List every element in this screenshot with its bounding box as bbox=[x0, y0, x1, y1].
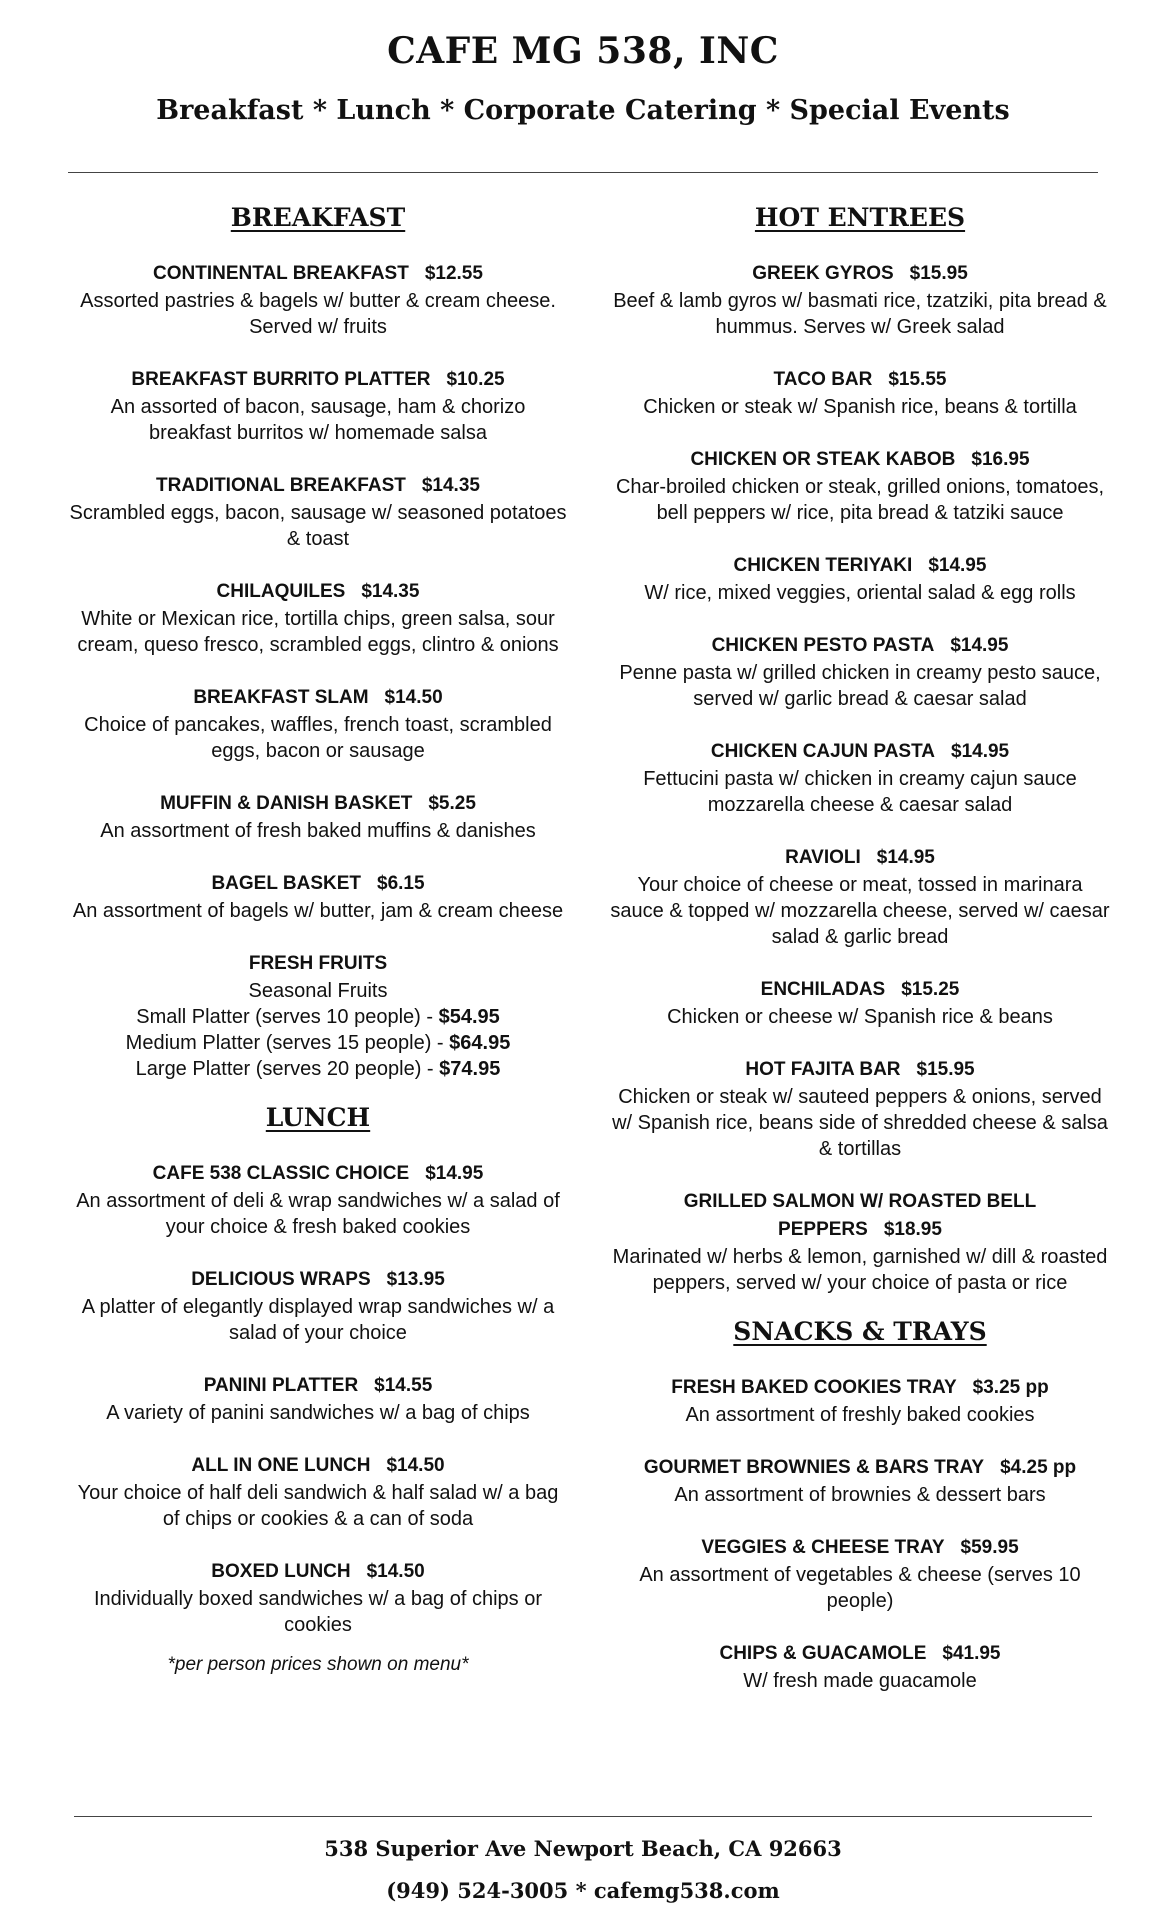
menu-item bbox=[610, 366, 1110, 420]
size-price: $64.95 bbox=[449, 1032, 511, 1054]
footer-address: 538 Superior Ave Newport Beach, CA 92663 bbox=[324, 1836, 842, 1861]
menu-item bbox=[68, 870, 568, 924]
item-description: Fettucini pasta w/ chicken in creamy cajun sauce mozzarella cheese & caesar salad bbox=[643, 768, 1077, 816]
menu-item-fruits bbox=[68, 950, 568, 1082]
menu-item bbox=[68, 578, 568, 658]
item-description: An assortment of vegetables & cheese (serves 10 people) bbox=[639, 1564, 1081, 1612]
item-name: CAFE 538 CLASSIC CHOICE bbox=[152, 1163, 410, 1184]
item-price: $14.95 bbox=[425, 1163, 484, 1184]
menu-item bbox=[68, 1160, 568, 1240]
item-name: HOT FAJITA BAR bbox=[745, 1059, 901, 1080]
item-price: $13.95 bbox=[386, 1269, 445, 1290]
item-price: $14.95 bbox=[951, 741, 1010, 762]
menu-item bbox=[610, 632, 1110, 712]
item-description: Individually boxed sandwiches w/ a bag of chips or cookies bbox=[93, 1588, 543, 1636]
item-description: An assortment of freshly baked cookies bbox=[685, 1404, 1035, 1426]
page-title: CAFE MG 538, INC bbox=[387, 30, 779, 72]
menu-item bbox=[610, 446, 1110, 526]
item-price: $14.55 bbox=[374, 1375, 433, 1396]
item-price: $3.25 pp bbox=[972, 1377, 1049, 1398]
item-name: CHICKEN CAJUN PASTA bbox=[710, 741, 935, 762]
item-price: $14.50 bbox=[384, 687, 443, 708]
item-description: A platter of elegantly displayed wrap sandwiches w/ a salad of your choice bbox=[81, 1296, 555, 1344]
menu-item bbox=[610, 844, 1110, 950]
item-price: $14.50 bbox=[386, 1455, 445, 1476]
item-name: GOURMET BROWNIES & BARS TRAY bbox=[643, 1457, 985, 1478]
item-description: Your choice of half deli sandwich & half salad w/ a bag of chips or cookies & a can of soda bbox=[77, 1482, 559, 1530]
item-price: $16.95 bbox=[971, 449, 1030, 470]
size-option: Large Platter (serves 20 people) - $74.95 bbox=[135, 1058, 501, 1080]
menu-item bbox=[610, 738, 1110, 818]
menu-item bbox=[610, 1534, 1110, 1614]
section-title-snacks: SNACKS & TRAYS bbox=[733, 1317, 987, 1346]
item-price: $10.25 bbox=[446, 369, 505, 390]
item-name: BREAKFAST BURRITO PLATTER bbox=[131, 369, 431, 390]
menu-item bbox=[68, 260, 568, 340]
size-option: Medium Platter (serves 15 people) - $64.95 bbox=[125, 1032, 511, 1054]
item-description: Chicken or steak w/ sauteed peppers & onions, served w/ Spanish rice, beans side of shredded cheese & salsa & tortillas bbox=[612, 1086, 1108, 1160]
menu-item bbox=[610, 976, 1110, 1030]
item-description: Your choice of cheese or meat, tossed in marinara sauce & topped w/ mozzarella cheese, served w/ caesar salad & garlic bread bbox=[610, 874, 1110, 948]
item-price: $14.95 bbox=[950, 635, 1009, 656]
item-description: White or Mexican rice, tortilla chips, green salsa, sour cream, queso fresco, scrambled eggs, clintro & onions bbox=[77, 608, 559, 656]
size-price: $54.95 bbox=[438, 1006, 500, 1028]
item-description: Scrambled eggs, bacon, sausage w/ seasoned potatoes & toast bbox=[69, 502, 567, 550]
menu-item bbox=[68, 790, 568, 844]
item-name: CHICKEN PESTO PASTA bbox=[711, 635, 935, 656]
menu-item bbox=[68, 366, 568, 446]
item-description: Penne pasta w/ grilled chicken in creamy pesto sauce, served w/ garlic bread & caesar salad bbox=[619, 662, 1101, 710]
item-description: W/ rice, mixed veggies, oriental salad & egg rolls bbox=[644, 582, 1076, 604]
item-name: CHILAQUILES bbox=[216, 581, 346, 602]
menu-item bbox=[610, 1640, 1110, 1694]
item-name: BOXED LUNCH bbox=[211, 1561, 351, 1582]
menu-item bbox=[610, 1374, 1110, 1428]
menu-item bbox=[610, 1056, 1110, 1162]
item-price: $6.15 bbox=[377, 873, 425, 894]
footer-contact: (949) 524-3005 * cafemg538.com bbox=[386, 1878, 780, 1903]
item-name: RAVIOLI bbox=[785, 847, 861, 868]
menu-item bbox=[68, 684, 568, 764]
item-name: ENCHILADAS bbox=[760, 979, 886, 1000]
item-price: $14.35 bbox=[421, 475, 480, 496]
item-description: W/ fresh made guacamole bbox=[743, 1670, 977, 1692]
item-price: $14.95 bbox=[928, 555, 987, 576]
item-name: GREEK GYROS bbox=[752, 263, 894, 284]
item-price: $14.50 bbox=[366, 1561, 425, 1582]
menu-item bbox=[68, 1558, 568, 1638]
item-description: An assorted of bacon, sausage, ham & chorizo breakfast burritos w/ homemade salsa bbox=[110, 396, 526, 444]
left-column bbox=[68, 200, 568, 1678]
item-price: $18.95 bbox=[883, 1219, 942, 1240]
item-name: MUFFIN & DANISH BASKET bbox=[160, 793, 413, 814]
item-name: FRESH BAKED COOKIES TRAY bbox=[671, 1377, 957, 1398]
item-description: Chicken or steak w/ Spanish rice, beans & tortilla bbox=[643, 396, 1077, 418]
section-title-hot-entrees: HOT ENTREES bbox=[754, 203, 966, 232]
item-price: $14.95 bbox=[876, 847, 935, 868]
section-title-lunch: LUNCH bbox=[265, 1103, 371, 1132]
item-name: CONTINENTAL BREAKFAST bbox=[153, 263, 409, 284]
menu-item bbox=[68, 1266, 568, 1346]
item-name: FRESH FRUITS bbox=[248, 953, 388, 974]
price-note: *per person prices shown on menu* bbox=[167, 1654, 469, 1675]
item-name: ALL IN ONE LUNCH bbox=[191, 1455, 371, 1476]
item-price: $12.55 bbox=[424, 263, 483, 284]
item-description: An assortment of brownies & dessert bars bbox=[674, 1484, 1046, 1506]
item-price: $4.25 pp bbox=[1000, 1457, 1077, 1478]
item-description: Assorted pastries & bagels w/ butter & cream cheese. Served w/ fruits bbox=[80, 290, 556, 338]
item-name: CHICKEN OR STEAK KABOB bbox=[690, 449, 956, 470]
item-price: $15.95 bbox=[909, 263, 968, 284]
menu-item bbox=[68, 472, 568, 552]
section-title-breakfast: BREAKFAST bbox=[230, 203, 406, 232]
page-subtitle: Breakfast * Lunch * Corporate Catering * Special Events bbox=[156, 95, 1010, 126]
item-name: PANINI PLATTER bbox=[203, 1375, 359, 1396]
item-price: $15.25 bbox=[901, 979, 960, 1000]
item-description: Seasonal Fruits bbox=[248, 980, 388, 1002]
item-price: $5.25 bbox=[428, 793, 476, 814]
header-divider bbox=[68, 172, 1098, 173]
menu-item bbox=[68, 1372, 568, 1426]
item-description: A variety of panini sandwiches w/ a bag of chips bbox=[106, 1402, 530, 1424]
item-description: Marinated w/ herbs & lemon, garnished w/ dill & roasted peppers, served w/ your choice of pasta or rice bbox=[612, 1246, 1108, 1294]
right-column bbox=[610, 200, 1110, 1720]
item-price: $59.95 bbox=[960, 1537, 1019, 1558]
item-name: GRILLED SALMON W/ ROASTED BELL PEPPERS bbox=[683, 1191, 1037, 1240]
size-option: Small Platter (serves 10 people) - $54.95 bbox=[136, 1006, 500, 1028]
menu-item bbox=[610, 260, 1110, 340]
menu-item bbox=[610, 1188, 1110, 1296]
item-description: An assortment of deli & wrap sandwiches w/ a salad of your choice & fresh baked cookies bbox=[76, 1190, 560, 1238]
item-name: TRADITIONAL BREAKFAST bbox=[156, 475, 406, 496]
item-name: TACO BAR bbox=[773, 369, 873, 390]
item-description: Chicken or cheese w/ Spanish rice & beans bbox=[667, 1006, 1053, 1028]
item-name: DELICIOUS WRAPS bbox=[191, 1269, 371, 1290]
menu-item bbox=[610, 1454, 1110, 1508]
item-name: CHIPS & GUACAMOLE bbox=[719, 1643, 927, 1664]
item-name: BAGEL BASKET bbox=[211, 873, 361, 894]
item-description: An assortment of fresh baked muffins & danishes bbox=[100, 820, 536, 842]
item-name: CHICKEN TERIYAKI bbox=[733, 555, 913, 576]
menu-item bbox=[610, 552, 1110, 606]
item-price: $15.95 bbox=[916, 1059, 975, 1080]
size-price: $74.95 bbox=[439, 1058, 501, 1080]
footer-divider bbox=[74, 1816, 1092, 1817]
item-price: $15.55 bbox=[888, 369, 947, 390]
item-description: An assortment of bagels w/ butter, jam & cream cheese bbox=[72, 900, 564, 922]
item-description: Char-broiled chicken or steak, grilled onions, tomatoes, bell peppers w/ rice, pita bread & tatziki sauce bbox=[615, 476, 1105, 524]
item-name: BREAKFAST SLAM bbox=[193, 687, 369, 708]
menu-item bbox=[68, 1452, 568, 1532]
item-description: Choice of pancakes, waffles, french toast, scrambled eggs, bacon or sausage bbox=[84, 714, 552, 762]
item-price: $41.95 bbox=[942, 1643, 1001, 1664]
item-price: $14.35 bbox=[361, 581, 420, 602]
item-description: Beef & lamb gyros w/ basmati rice, tzatziki, pita bread & hummus. Serves w/ Greek salad bbox=[613, 290, 1107, 338]
item-name: VEGGIES & CHEESE TRAY bbox=[701, 1537, 945, 1558]
